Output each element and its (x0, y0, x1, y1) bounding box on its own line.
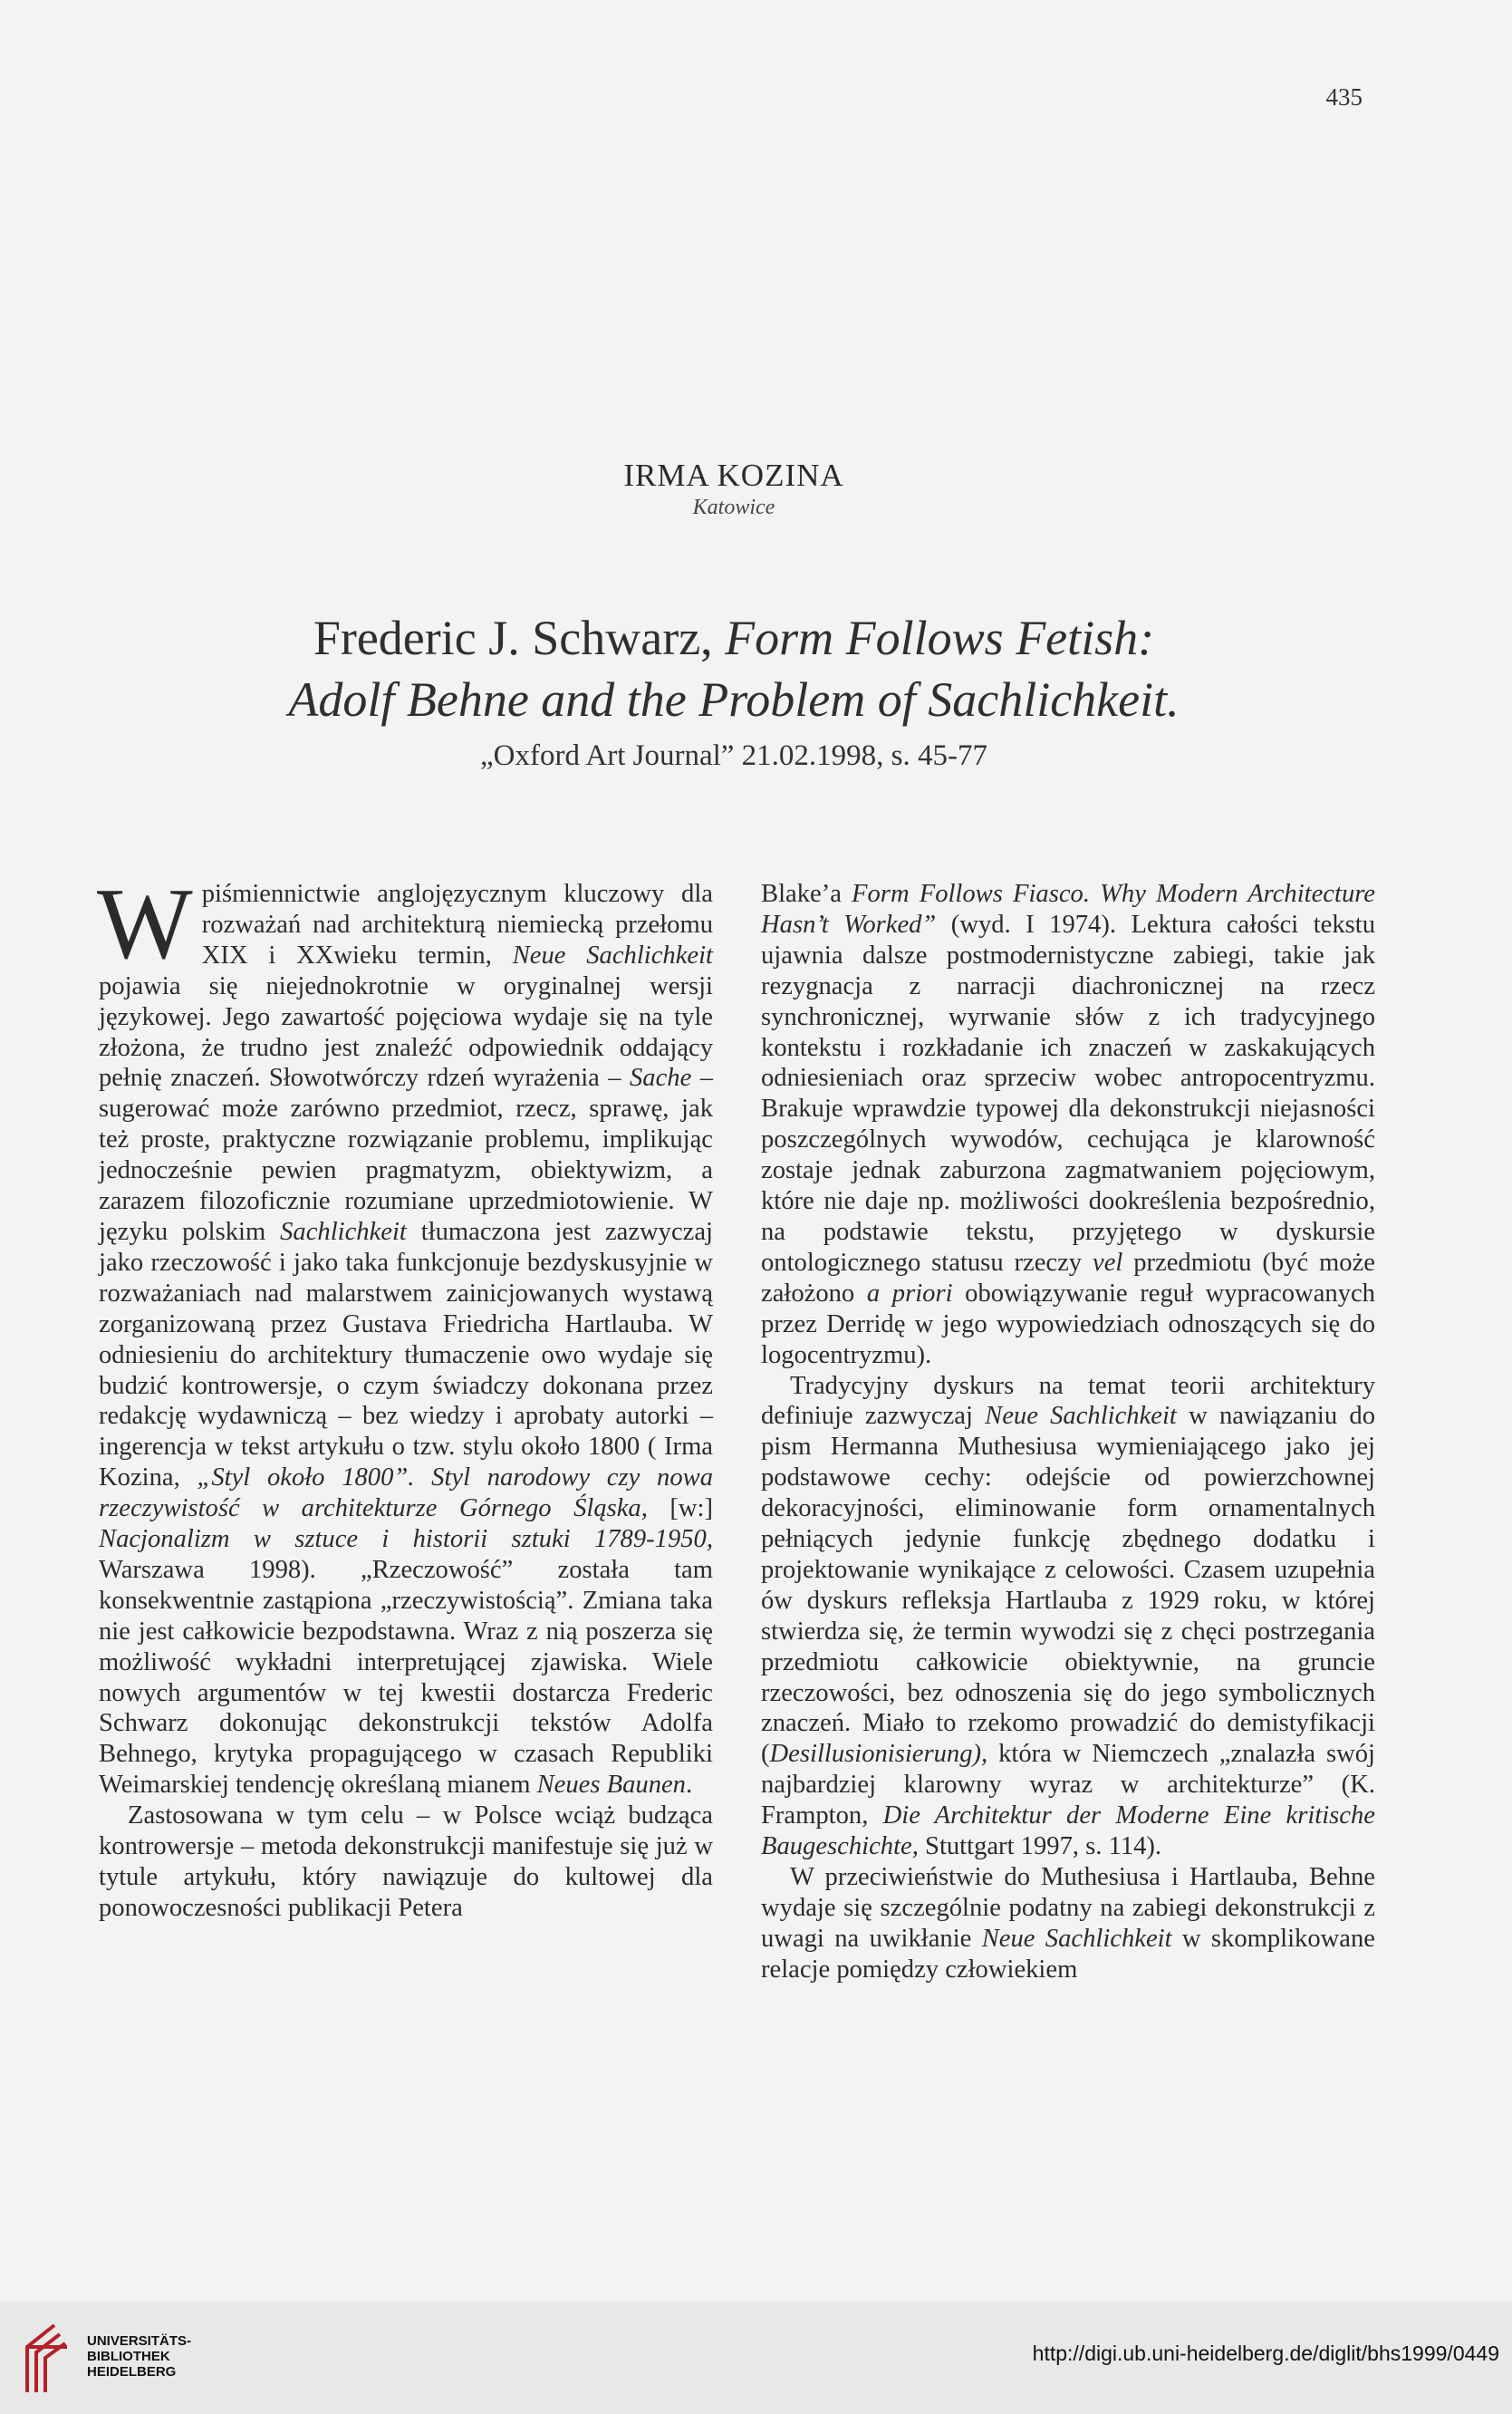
text-run: piśmiennictwie anglojęzycznym kluczowy dla rozważań nad architekturą niemiecką przełomu XIX i XXwieku termin, (201, 880, 713, 970)
italic-citation: Die Architektur der Moderne Eine kritische Baugeschichte, (761, 1801, 1375, 1861)
text-run: Warszawa 1998). „Rzeczowość” została tam konsekwentnie zastąpiona „rzeczywistością”. Zmiana taka nie jest całkowicie bezpodstawna. Wraz z nią poszerza się możliwość wykładni interpretującej zjawiska. Wiele nowych argumentów w tej kwestii dostarcza Frederic Schwarz dokonując dekonstrukcji tekstów Adolfa Behnego, krytyka propagującego w czasach Republiki Weimarskiej tendencję określaną mianem (99, 1555, 713, 1800)
source-url-link[interactable]: http://digi.ub.uni-heidelberg.de/diglit/bhs1999/0449 (1032, 2342, 1499, 2365)
text-run: – sugerować może zarówno przedmiot, rzecz, sprawę, jak też proste, praktyczne rozwiązanie problemu, implikując jednocześnie pewien pragmatyzm, obiektywizm, a zarazem filozoficznie rozumiane uprzedmiotowienie. W języku polskim (99, 1064, 713, 1246)
text-run: [w:] (647, 1494, 713, 1523)
title-line-1 (0, 609, 1468, 667)
paragraph (761, 879, 1375, 1371)
author-place: Katowice (692, 496, 775, 519)
paragraph: Zastosowana w tym celu – w Polsce wciąż budząca kontrowersje – metoda dekonstrukcji manifestuje się już w tytule artykułu, który nawiązuje do kultowej dla ponowoczesności publikacji Petera (99, 1801, 713, 1922)
library-name-line: BIBLIOTHEK (87, 2349, 170, 2364)
review-title (0, 609, 1468, 777)
text-run: W przeciwieństwie do Muthesiusa i Hartlauba, Behne wydaje się szczególnie podatny na zabiegi dekonstrukcji z uwagi na uwikłanie (761, 1863, 1375, 1953)
text-run: pojawia się niejednokrotnie w oryginalnej wersji językowej. Jego zawartość pojęciowa wydaje się na tyle złożona, że trudno jest znaleźć odpowiednik oddający pełnię znaczeń. Słowotwórczy rdzeń wyrażenia – (99, 971, 713, 1093)
library-name (87, 2333, 191, 2380)
page-number: 435 (1325, 83, 1363, 111)
drop-cap: W (97, 868, 193, 980)
text-run: obowiązywanie reguł wypracowanych przez Derridę w jego wypowiedziach odnoszących się do logocentryzmu). (761, 1279, 1375, 1369)
title-citation: „Oxford Art Journal” 21.02.1998, s. 45-77 (479, 739, 987, 772)
italic-term: a priori (866, 1279, 953, 1308)
title-author: Frederic J. Schwarz, (313, 611, 726, 665)
italic-term: Neue Sachlichkeit (985, 1402, 1177, 1431)
text-run: (wyd. I 1974). Lektura całości tekstu ujawnia dalsze postmodernistyczne zabiegi, takie jak rezygnacja z narracji diachronicznej na rzecz synchronicznej, wyrwanie słów z ich tradycyjnego kontekstu i rozkładanie ich znaczeń w zaskakujących odniesieniach oraz sprzeciw wobec antropocentryzmu. Brakuje wprawdzie typowej dla dekonstrukcji niejasności poszczególnych wywodów, cechująca je klarowność zostaje jednak zaburzona zagmatwaniem pojęciowym, które nie daje np. możliwości dookreślenia bezpośrednio, na podstawie tekstu, przyjętego w dyskursie ontologicznego statusu rzeczy (761, 910, 1376, 1277)
author-block (0, 458, 1468, 520)
text-run: tłumaczona jest zazwyczaj jako rzeczowość i jako taka funkcjonuje bezdyskusyjnie w rozważaniach nad malarstwem zainicjowanych wystawą zorganizowaną przez Gustava Friedricha Hartlauba. W odniesieniu do architektury tłumaczenie owo wydaje się budzić kontrowersje, o czym świadczy dokonana przez redakcję wydawniczą – bez wiedzy i aprobaty autorki – ingerencja w tekst artykułu o tzw. stylu około 1800 ( Irma Kozina, (99, 1217, 713, 1492)
paragraph (761, 1371, 1375, 1863)
italic-term: Sache (630, 1064, 692, 1093)
title-line-2: Adolf Behne and the Problem of Sachlichkeit. (288, 672, 1180, 727)
italic-term: Neue Sachlichkeit (512, 941, 713, 970)
italic-citation: Form Follows Fiasco. Why Modern Architecture Hasn’t Worked” (761, 880, 1375, 939)
left-column (97, 868, 713, 1924)
italic-citation: Nacjonalizm w sztuce i historii sztuki 1789-1950, (99, 1525, 713, 1554)
text-run: Blake’a (761, 880, 852, 908)
library-name-line: HEIDELBERG (87, 2364, 177, 2380)
library-name-line: UNIVERSITÄTS- (87, 2333, 192, 2349)
italic-term: Desillusionisierung), (769, 1740, 988, 1769)
paragraph (97, 868, 713, 1801)
author-name: IRMA KOZINA (623, 458, 844, 493)
right-column (761, 879, 1375, 1985)
text-run: w nawiązaniu do pism Hermanna Muthesiusa wymieniającego jako jej podstawowe cechy: odejście od powierzchownej dekoracyjności, eliminowanie form ornamentalnych pełniących jedynie funkcję zbędnego dodatku i projektowanie wynikające z celowości. Czasem uzupełnia ów dyskurs refleksja Hartlauba z 1929 roku, w której stwierdza się, że termin wywodzi się z chęci postrzegania przedmiotu całkowicie obiektywnie, na gruncie rzeczowości, bez odnoszenia się do jego symbolicznych znaczeń. Miało to rzekomo prowadzić do demistyfikacji ( (761, 1402, 1375, 1769)
text-run: . (685, 1771, 693, 1800)
text-run: przedmiotu (być może założono (761, 1248, 1375, 1308)
title-work: Form Follows Fetish: (725, 611, 1155, 665)
italic-term: vel (1093, 1248, 1123, 1277)
italic-term: Neue Sachlichkeit (981, 1924, 1172, 1953)
italic-term: Neues Baunen (536, 1771, 686, 1800)
italic-citation: „Styl około 1800”. Styl narodowy czy nowa rzeczywistość w architekturze Górnego Śląska, (99, 1463, 713, 1523)
text-run: Tradycyjny dyskurs na temat teorii architektury definiuje zazwyczaj (761, 1371, 1375, 1431)
library-logo-icon[interactable] (20, 2320, 74, 2398)
italic-term: Sachlichkeit (280, 1217, 407, 1246)
text-run: Stuttgart 1997, s. 114). (918, 1832, 1162, 1861)
paragraph (761, 1862, 1375, 1985)
text-run: w skomplikowane relacje pomiędzy człowiekiem (761, 1924, 1375, 1984)
text-run: która w Niemczech „znalazła swój najbardziej klarowny wyraz w architekturze” (K. Frampton, (761, 1740, 1375, 1830)
